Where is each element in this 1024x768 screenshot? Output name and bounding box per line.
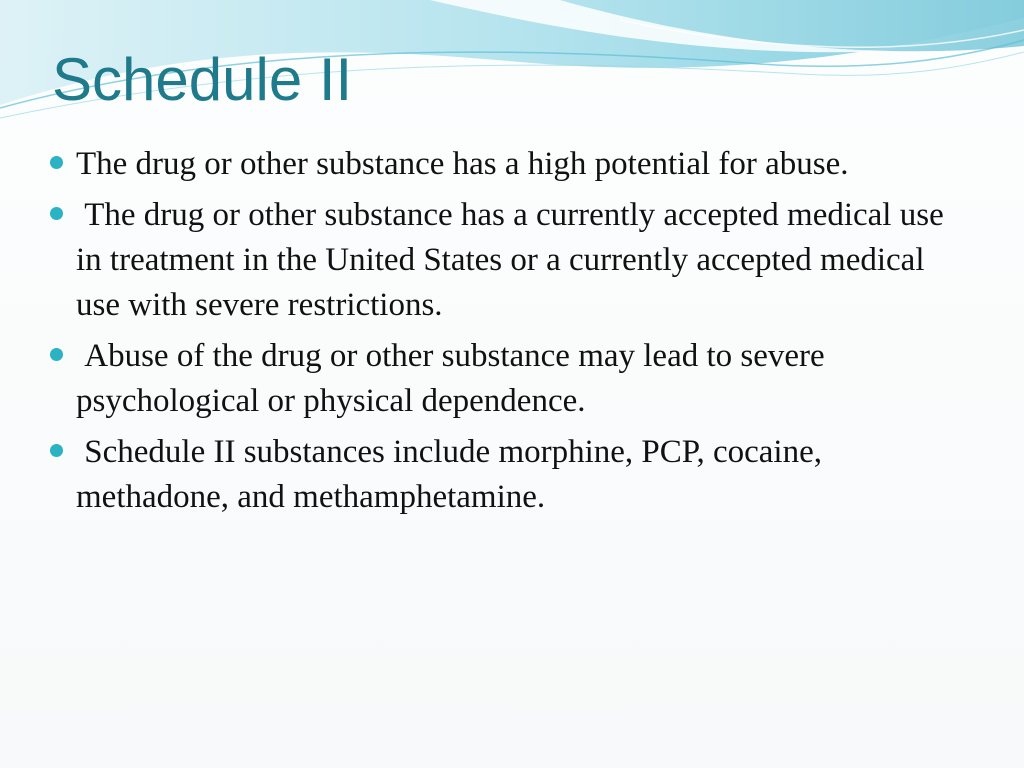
bullet-item (46, 142, 976, 187)
bullet-item (46, 193, 976, 328)
bullet-marker-icon (50, 207, 63, 220)
bullet-text: The drug or other substance has a currently accepted medical use in treatment in the United States or a currently accepted medical use with severe restrictions. (76, 197, 952, 323)
bullet-list (46, 142, 976, 526)
slide-title: Schedule II (52, 46, 353, 113)
bullet-item (46, 430, 976, 520)
bullet-marker-icon (50, 348, 63, 361)
bullet-marker-icon (50, 156, 63, 169)
bullet-item (46, 334, 976, 424)
bullet-text: The drug or other substance has a high potential for abuse. (76, 146, 849, 182)
bullet-text: Abuse of the drug or other substance may lead to severe psychological or physical dependence. (76, 338, 833, 419)
bullet-marker-icon (50, 444, 63, 457)
bullet-text: Schedule II substances include morphine, PCP, cocaine, methadone, and methamphetamine. (76, 434, 831, 515)
